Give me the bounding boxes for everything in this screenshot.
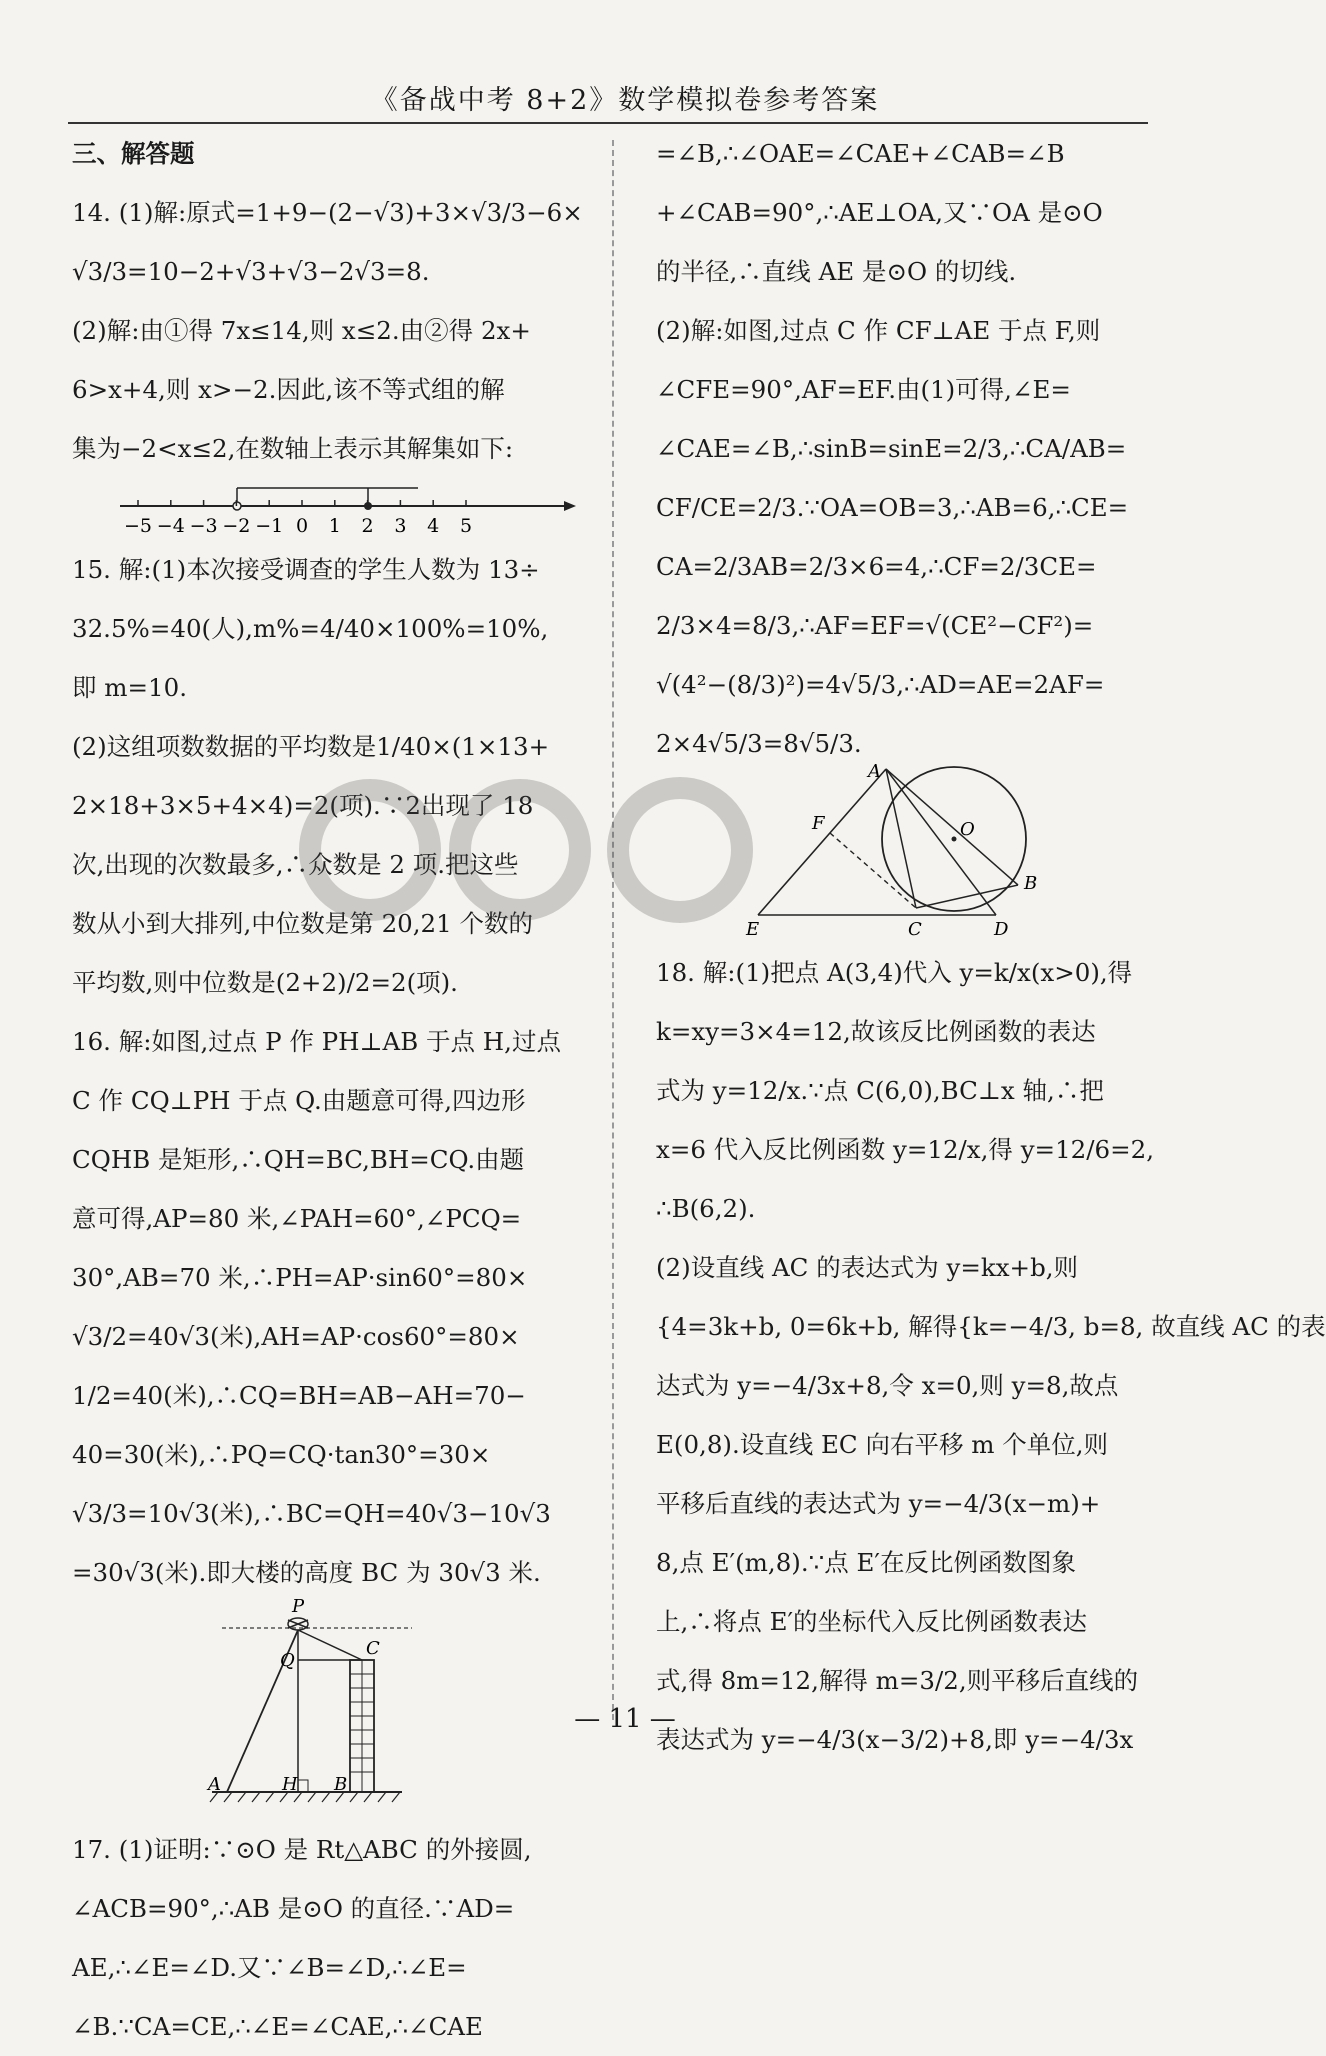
q18-line: ∴B(6,2). xyxy=(656,1194,756,1223)
page-header: 《备战中考 8+2》数学模拟卷参考答案 xyxy=(370,85,880,116)
q15-line: (2)这组项数数据的平均数是1/40×(1×13+ xyxy=(72,732,550,761)
q17-line: CA=2/3AB=2/3×6=4,∴CF=2/3CE= xyxy=(656,552,1097,581)
q18-line: 式,得 8m=12,解得 m=3/2,则平移后直线的 xyxy=(656,1666,1139,1695)
fig17-label-d: D xyxy=(994,919,1009,940)
q18-line: (2)设直线 AC 的表达式为 y=kx+b,则 xyxy=(656,1253,1079,1282)
fig16-label-q: Q xyxy=(280,1650,295,1671)
left-column xyxy=(72,124,600,2056)
q16-line: =30√3(米).即大楼的高度 BC 为 30√3 米. xyxy=(72,1558,541,1587)
q18-line: {4=3k+b, 0=6k+b, 解得{k=−4/3, b=8, 故直线 AC 的表 xyxy=(656,1312,1326,1341)
q15-line: 即 m=10. xyxy=(72,673,188,702)
q16-line: CQHB 是矩形,∴QH=BC,BH=CQ.由题 xyxy=(72,1145,525,1174)
fig17-label-o: O xyxy=(960,819,975,840)
q16-line: √3/2=40√3(米),AH=AP·cos60°=80× xyxy=(72,1322,520,1351)
number-line-tick-label: 5 xyxy=(459,515,473,537)
q17-line: 2×4√5/3=8√5/3. xyxy=(656,729,862,758)
q17-line: 的半径,∴直线 AE 是⊙O 的切线. xyxy=(656,257,1017,286)
q16-line: C 作 CQ⊥PH 于点 Q.由题意可得,四边形 xyxy=(72,1086,526,1115)
q17-line: 17. (1)证明:∵⊙O 是 Rt△ABC 的外接圆, xyxy=(72,1835,532,1864)
fig17-label-b: B xyxy=(1024,873,1038,894)
q17-line: ∠ACB=90°,∴AB 是⊙O 的直径.∵AD= xyxy=(72,1894,515,1923)
fig16-label-c: C xyxy=(366,1638,380,1659)
q18-line: 式为 y=12/x.∵点 C(6,0),BC⊥x 轴,∴把 xyxy=(656,1076,1104,1105)
right-column xyxy=(656,124,1326,1769)
q18-line: 达式为 y=−4/3x+8,令 x=0,则 y=8,故点 xyxy=(656,1371,1119,1400)
q17-line: AE,∴∠E=∠D.又∵∠B=∠D,∴∠E= xyxy=(72,1953,467,1982)
fig17-label-e: E xyxy=(746,919,760,940)
fig17-label-c: C xyxy=(908,919,922,940)
number-line-tick-label: −5 xyxy=(123,515,153,537)
q16-line: 30°,AB=70 米,∴PH=AP·sin60°=80× xyxy=(72,1263,528,1292)
q15-line: 2×18+3×5+4×4)=2(项).∵2出现了 18 xyxy=(72,791,534,820)
page-number: — 11 — xyxy=(574,1704,676,1734)
q14-line: 14. (1)解:原式=1+9−(2−√3)+3×√3/3−6× xyxy=(72,198,583,227)
fig16-label-p: P xyxy=(292,1596,305,1617)
q16-line: 16. 解:如图,过点 P 作 PH⊥AB 于点 H,过点 xyxy=(72,1027,561,1056)
q17-line: =∠B,∴∠OAE=∠CAE+∠CAB=∠B xyxy=(656,139,1065,168)
section-title: 三、解答题 xyxy=(72,139,195,168)
fig17-label-a: A xyxy=(868,761,881,782)
q18-line: x=6 代入反比例函数 y=12/x,得 y=12/6=2, xyxy=(656,1135,1154,1164)
number-line-tick-label: −2 xyxy=(222,515,251,537)
q15-line: 次,出现的次数最多,∴众数是 2 项.把这些 xyxy=(72,850,519,879)
number-line-tick-label: 3 xyxy=(394,515,407,537)
q16-line: 1/2=40(米),∴CQ=BH=AB−AH=70− xyxy=(72,1381,526,1410)
number-line-tick-label: −1 xyxy=(255,515,284,537)
q18-line: 表达式为 y=−4/3(x−3/2)+8,即 y=−4/3x xyxy=(656,1725,1134,1754)
q14-line: √3/3=10−2+√3+√3−2√3=8. xyxy=(72,257,430,286)
column-divider xyxy=(612,140,614,1720)
q17-line: ∠CAE=∠B,∴sinB=sinE=2/3,∴CA/AB= xyxy=(656,434,1127,463)
number-line-tick-label: 2 xyxy=(361,515,374,537)
q14-line: 集为−2<x≤2,在数轴上表示其解集如下: xyxy=(72,434,514,463)
q15-line: 数从小到大排列,中位数是第 20,21 个数的 xyxy=(72,909,534,938)
q14-line: 6>x+4,则 x>−2.因此,该不等式组的解 xyxy=(72,375,505,404)
fig17-label-f: F xyxy=(812,813,825,834)
fig16-label-h: H xyxy=(282,1774,298,1795)
q15-line: 15. 解:(1)本次接受调查的学生人数为 13÷ xyxy=(72,555,540,584)
q16-line: √3/3=10√3(米),∴BC=QH=40√3−10√3 xyxy=(72,1499,551,1528)
q17-line: ∠CFE=90°,AF=EF.由(1)可得,∠E= xyxy=(656,375,1071,404)
q18-line: 8,点 E′(m,8).∵点 E′在反比例函数图象 xyxy=(656,1548,1076,1577)
q18-line: E(0,8).设直线 EC 向右平移 m 个单位,则 xyxy=(656,1430,1109,1459)
q17-line: ∠B.∵CA=CE,∴∠E=∠CAE,∴∠CAE xyxy=(72,2012,483,2041)
q18-line: 上,∴将点 E′的坐标代入反比例函数表达 xyxy=(656,1607,1088,1636)
q17-line: (2)解:如图,过点 C 作 CF⊥AE 于点 F,则 xyxy=(656,316,1101,345)
q18-line: 平移后直线的表达式为 y=−4/3(x−m)+ xyxy=(656,1489,1101,1518)
q17-line: 2/3×4=8/3,∴AF=EF=√(CE²−CF²)= xyxy=(656,611,1094,640)
number-line-tick-label: −4 xyxy=(156,515,185,537)
number-line-tick-label: −3 xyxy=(189,515,218,537)
q17-line: +∠CAB=90°,∴AE⊥OA,又∵OA 是⊙O xyxy=(656,198,1103,227)
number-line-tick-label: 4 xyxy=(427,515,440,537)
q18-line: 18. 解:(1)把点 A(3,4)代入 y=k/x(x>0),得 xyxy=(656,958,1133,987)
fig16-label-b: B xyxy=(334,1774,348,1795)
fig16-label-a: A xyxy=(208,1774,221,1795)
q18-line: k=xy=3×4=12,故该反比例函数的表达 xyxy=(656,1017,1096,1046)
number-line-tick-label: 1 xyxy=(328,515,341,537)
q15-line: 平均数,则中位数是(2+2)/2=2(项). xyxy=(72,968,458,997)
q17-line: CF/CE=2/3.∵OA=OB=3,∴AB=6,∴CE= xyxy=(656,493,1129,522)
q16-line: 意可得,AP=80 米,∠PAH=60°,∠PCQ= xyxy=(72,1204,522,1233)
q16-line: 40=30(米),∴PQ=CQ·tan30°=30× xyxy=(72,1440,491,1469)
q17-line: √(4²−(8/3)²)=4√5/3,∴AD=AE=2AF= xyxy=(656,670,1105,699)
q14-line: (2)解:由①得 7x≤14,则 x≤2.由②得 2x+ xyxy=(72,316,531,345)
circle-figure xyxy=(656,761,1152,943)
q15-line: 32.5%=40(人),m%=4/40×100%=10%, xyxy=(72,614,549,643)
number-line-tick-label: 0 xyxy=(295,515,309,537)
number-line-figure xyxy=(72,478,600,540)
